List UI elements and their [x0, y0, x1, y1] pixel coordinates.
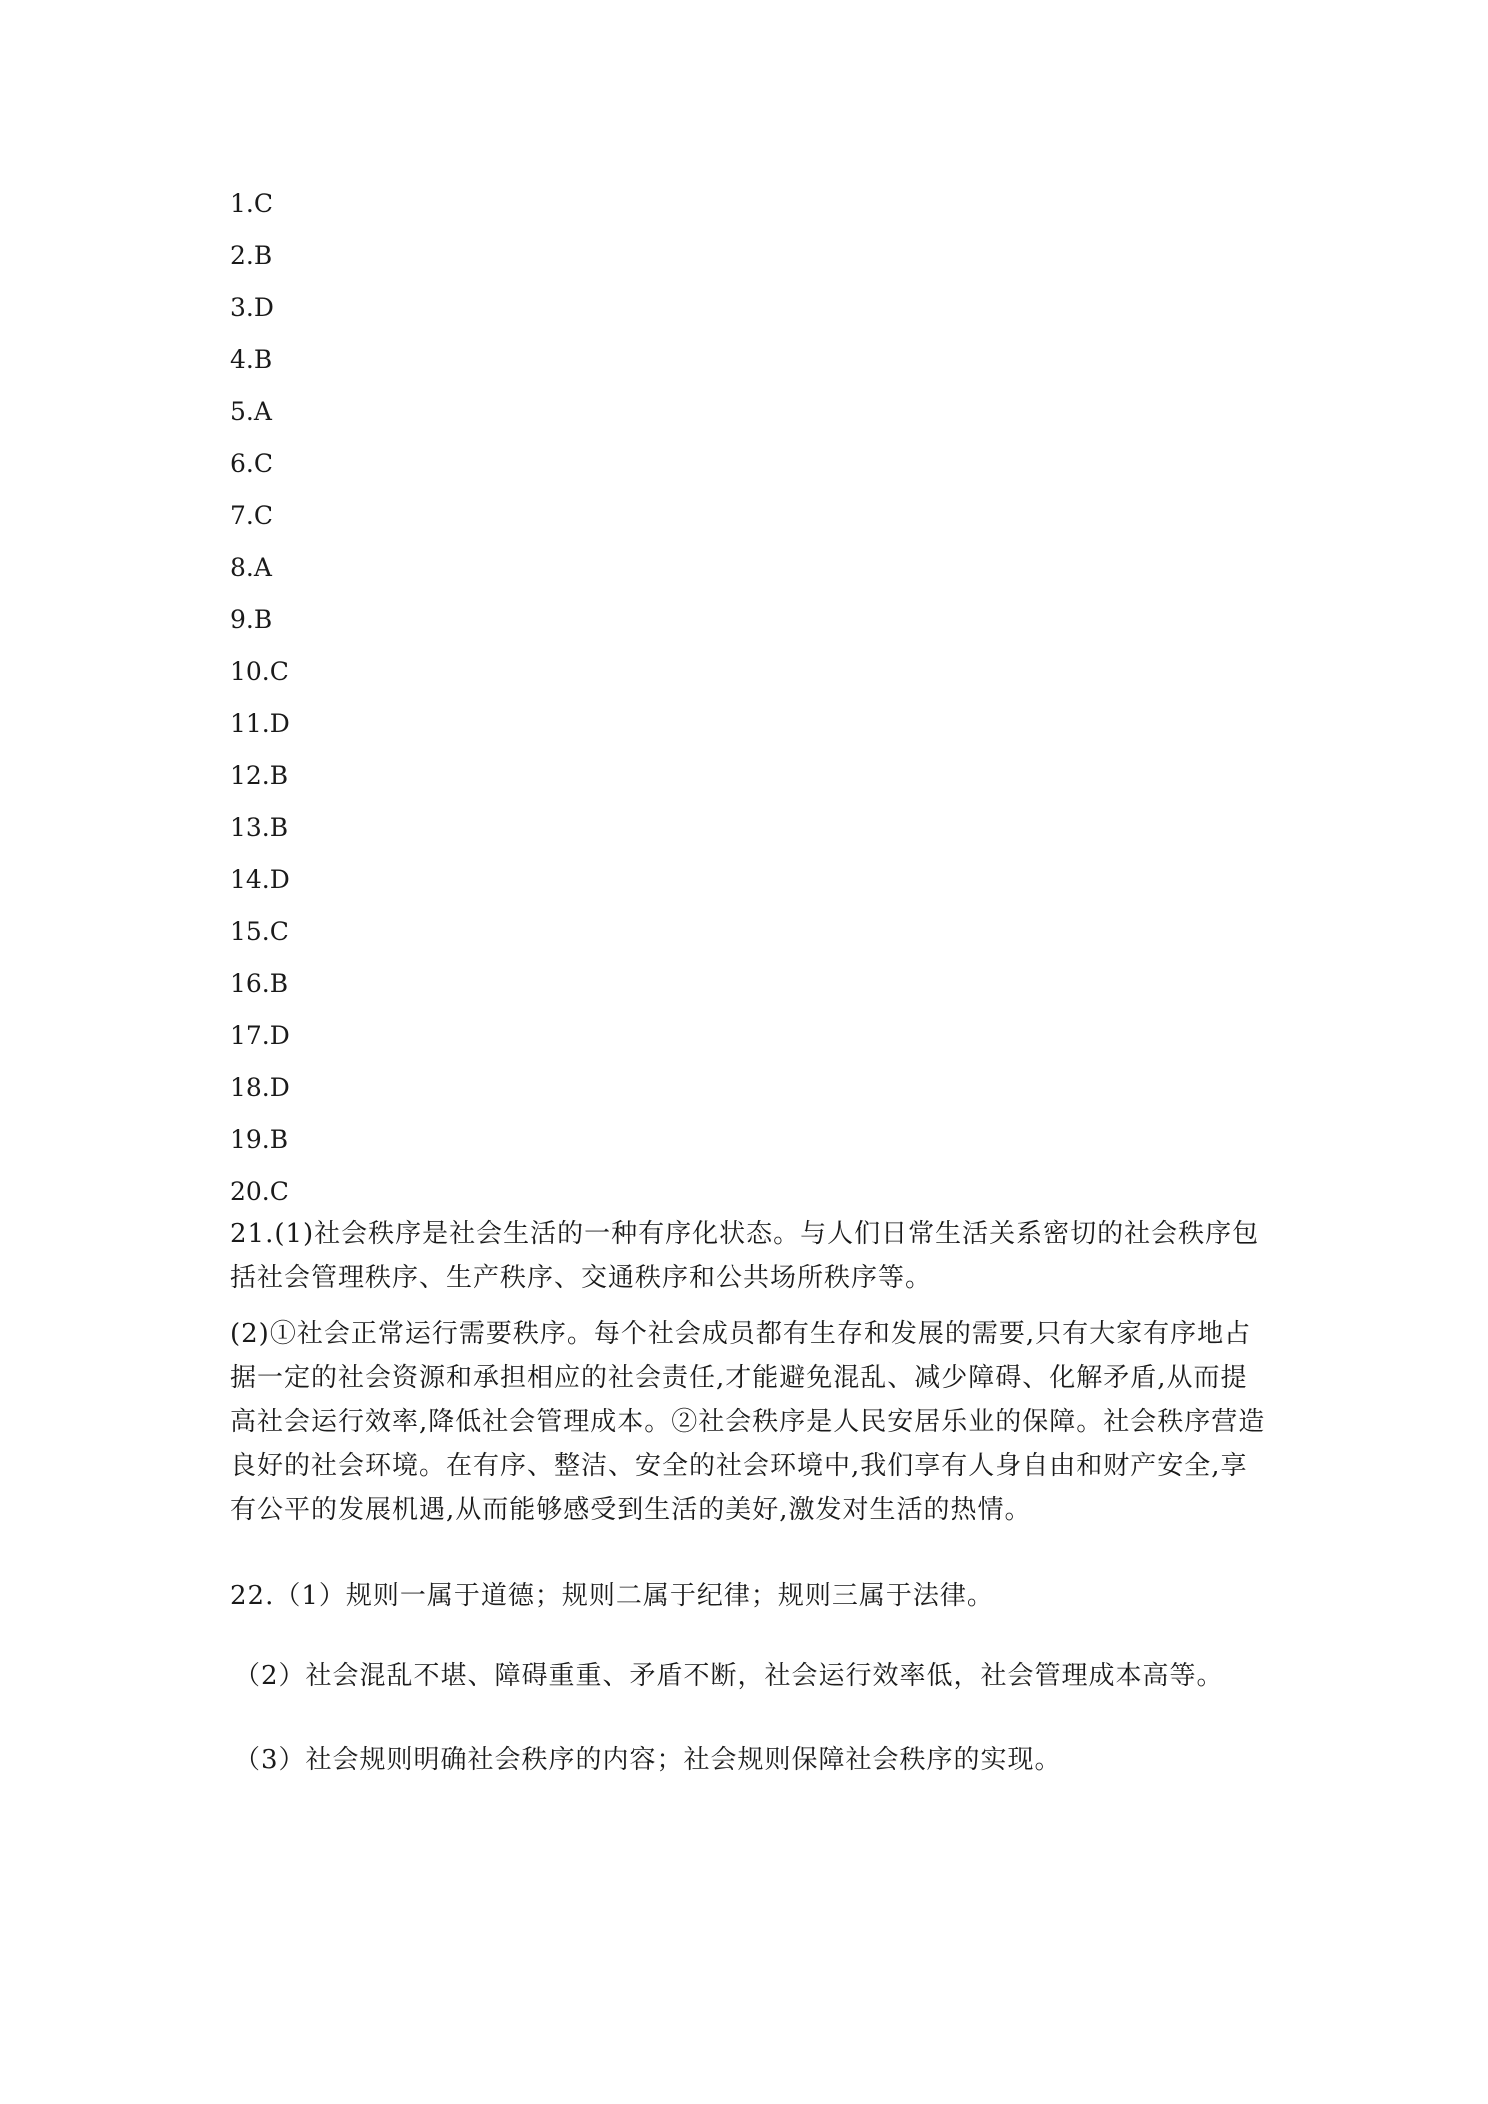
answer-2: 2.B	[230, 241, 273, 270]
answer-5: 5.A	[230, 397, 272, 426]
q21-part2-answer: (2)①社会正常运行需要秩序。每个社会成员都有生存和发展的需要,只有大家有序地占据一定的社会资源和承担相应的社会责任,才能避免混乱、减少障碍、化解矛盾,从而提高社会运行效率,降低社会管理成本。②社会秩序是人民安居乐业的保障。社会秩序营造良好的社会环境。在有序、整洁、安全的社会环境中,我们享有人身自由和财产安全,享有公平的发展机遇,从而能够感受到生活的美好,激发对生活的热情。	[230, 1319, 1266, 1525]
answer-9: 9.B	[230, 605, 273, 634]
answer-8: 8.A	[230, 553, 272, 582]
answer-7: 7.C	[230, 501, 273, 530]
answer-17: 17.D	[230, 1021, 290, 1050]
q21-part1-answer: 21.(1)社会秩序是社会生活的一种有序化状态。与人们日常生活关系密切的社会秩序包括社会管理秩序、生产秩序、交通秩序和公共场所秩序等。	[230, 1219, 1260, 1293]
answer-13: 13.B	[230, 813, 289, 842]
choice-answer-list	[230, 178, 290, 1218]
answer-12: 12.B	[230, 761, 289, 790]
answer-18: 18.D	[230, 1073, 290, 1102]
answer-4: 4.B	[230, 345, 273, 374]
q22-part3-answer: （3）社会规则明确社会秩序的内容；社会规则保障社会秩序的实现。	[234, 1745, 1062, 1775]
answer-3: 3.D	[230, 293, 274, 322]
answer-19: 19.B	[230, 1125, 289, 1154]
answer-10: 10.C	[230, 657, 289, 686]
answer-16: 16.B	[230, 969, 289, 998]
answer-1: 1.C	[230, 189, 273, 218]
answer-11: 11.D	[230, 709, 290, 738]
q22-part2-answer: （2）社会混乱不堪、障碍重重、矛盾不断，社会运行效率低，社会管理成本高等。	[234, 1661, 1224, 1691]
answer-20: 20.C	[230, 1177, 289, 1206]
answer-6: 6.C	[230, 449, 273, 478]
answer-15: 15.C	[230, 917, 289, 946]
answer-14: 14.D	[230, 865, 290, 894]
q22-part1-answer: 22.（1）规则一属于道德；规则二属于纪律；规则三属于法律。	[230, 1581, 994, 1611]
